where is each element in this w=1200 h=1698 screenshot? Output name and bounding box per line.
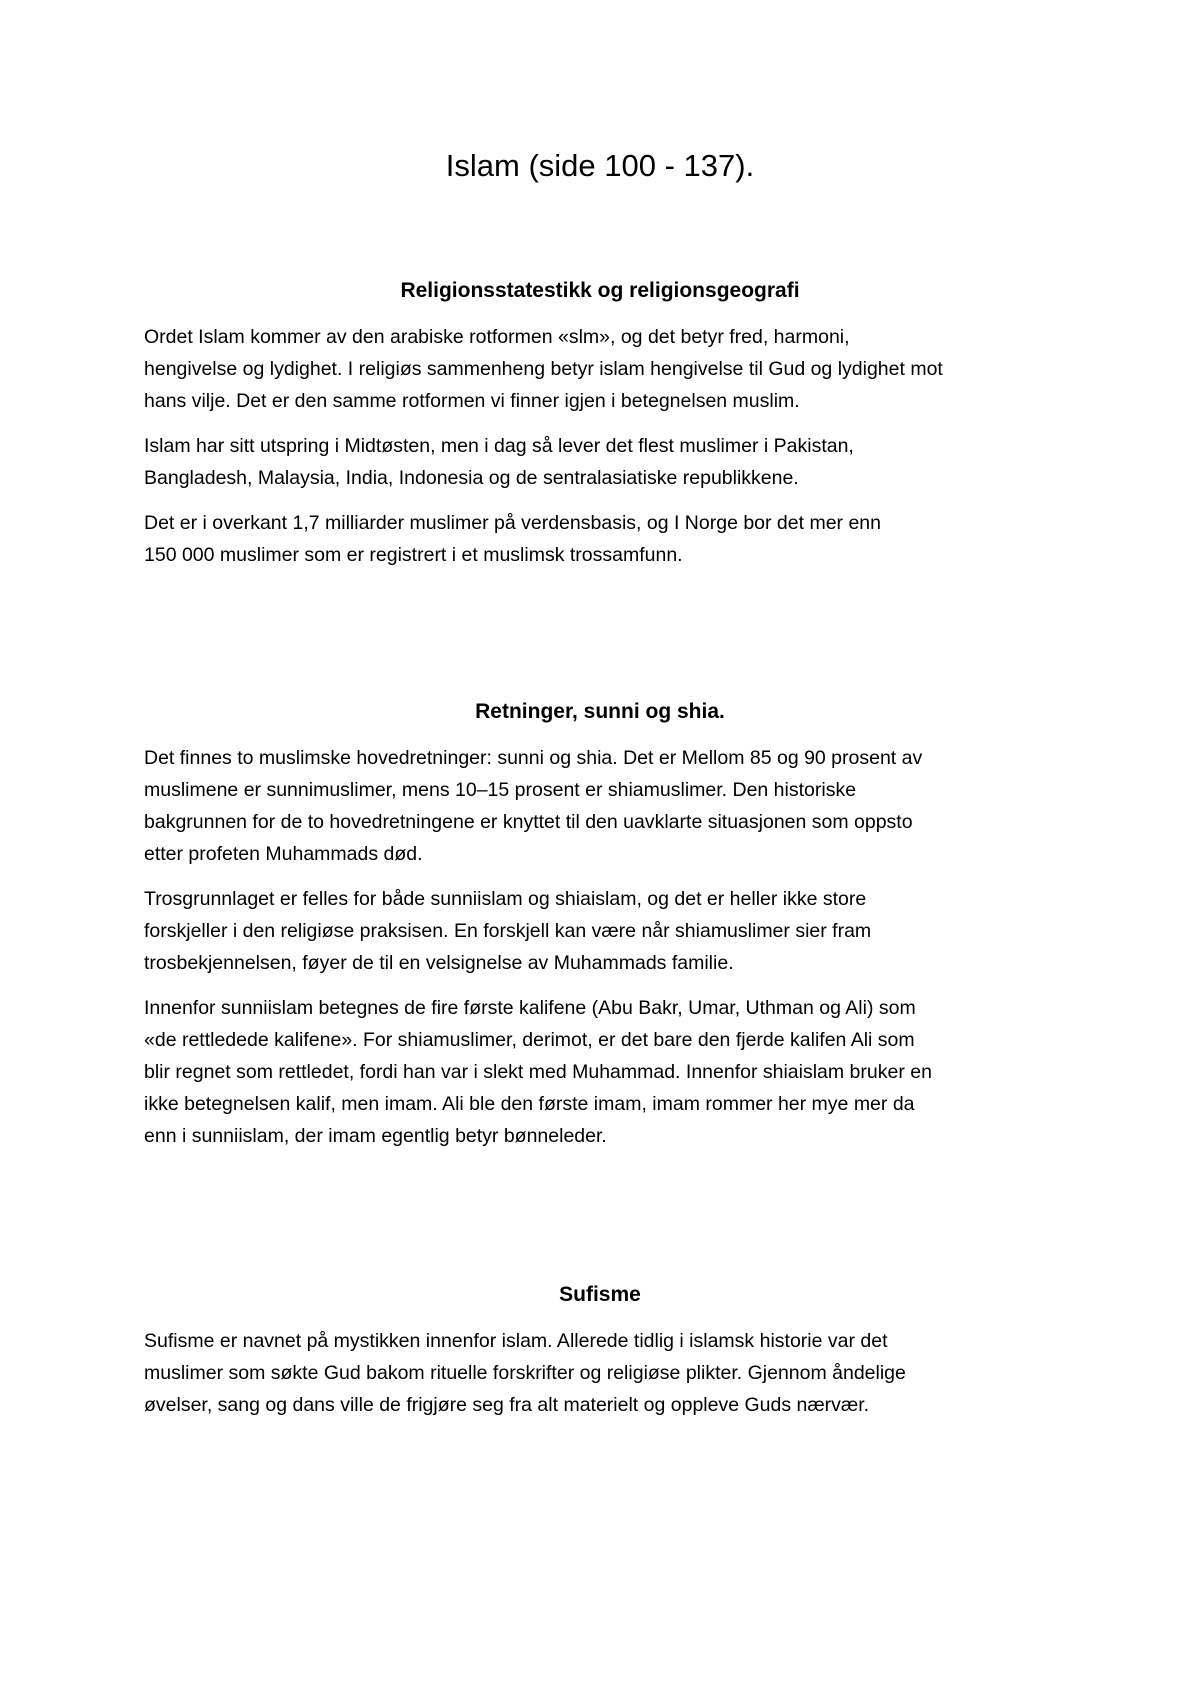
section-heading: Retninger, sunni og shia.	[475, 700, 725, 723]
section-heading: Religionsstatestikk og religionsgeografi	[400, 279, 800, 302]
paragraph: Ordet Islam kommer av den arabiske rotformen «slm», og det betyr fred, harmoni, hengivelse og lydighet. I religiøs sammenheng betyr islam hengivelse til Gud og lydighet mot hans vilje. Det er den samme rotformen vi finner igjen i betegnelsen muslim.	[144, 326, 943, 412]
section-religion-statistics	[144, 276, 1064, 584]
paragraph: Det finnes to muslimske hovedretninger: sunni og shia. Det er Mellom 85 og 90 prosent av muslimene er sunnimuslimer, mens 10–15 prosent er shiamuslimer. Den historiske bakgrunnen for de to hovedretningene er knyttet til den uavklarte situasjonen som oppsto etter profeten Muhammads død.	[144, 747, 923, 865]
paragraph: Det er i overkant 1,7 milliarder muslimer på verdensbasis, og I Norge bor det mer enn 150 000 muslimer som er registrert i et muslimsk trossamfunn.	[144, 512, 881, 566]
paragraph: Innenfor sunniislam betegnes de fire første kalifene (Abu Bakr, Umar, Uthman og Ali) som «de rettledede kalifene». For shiamuslimer, derimot, er det bare den fjerde kalifen Ali som blir regnet som rettledet, fordi han var i slekt med Muhammad. Innenfor shiaislam bruker en ikke betegnelsen kalif, men imam. Ali ble den første imam, imam rommer her mye mer da enn i sunniislam, der imam egentlig betyr bønneleder.	[144, 997, 932, 1147]
section-sufism	[144, 1280, 1064, 1434]
page-title: Islam (side 100 - 137).	[445, 148, 755, 183]
paragraph: Islam har sitt utspring i Midtøsten, men i dag så lever det flest muslimer i Pakistan, Bangladesh, Malaysia, India, Indonesia og de sentralasiatiske republikkene.	[144, 435, 854, 489]
section-heading: Sufisme	[559, 1283, 641, 1306]
section-sunni-shia	[144, 697, 1064, 1165]
paragraph: Sufisme er navnet på mystikken innenfor islam. Allerede tidlig i islamsk historie var det muslimer som søkte Gud bakom rituelle forskrifter og religiøse plikter. Gjennom åndelige øvelser, sang og dans ville de frigjøre seg fra alt materielt og oppleve Guds nærvær.	[144, 1330, 906, 1416]
paragraph: Trosgrunnlaget er felles for både sunniislam og shiaislam, og det er heller ikke store forskjeller i den religiøse praksisen. En forskjell kan være når shiamuslimer sier fram trosbekjennelsen, føyer de til en velsignelse av Muhammads familie.	[144, 888, 872, 974]
